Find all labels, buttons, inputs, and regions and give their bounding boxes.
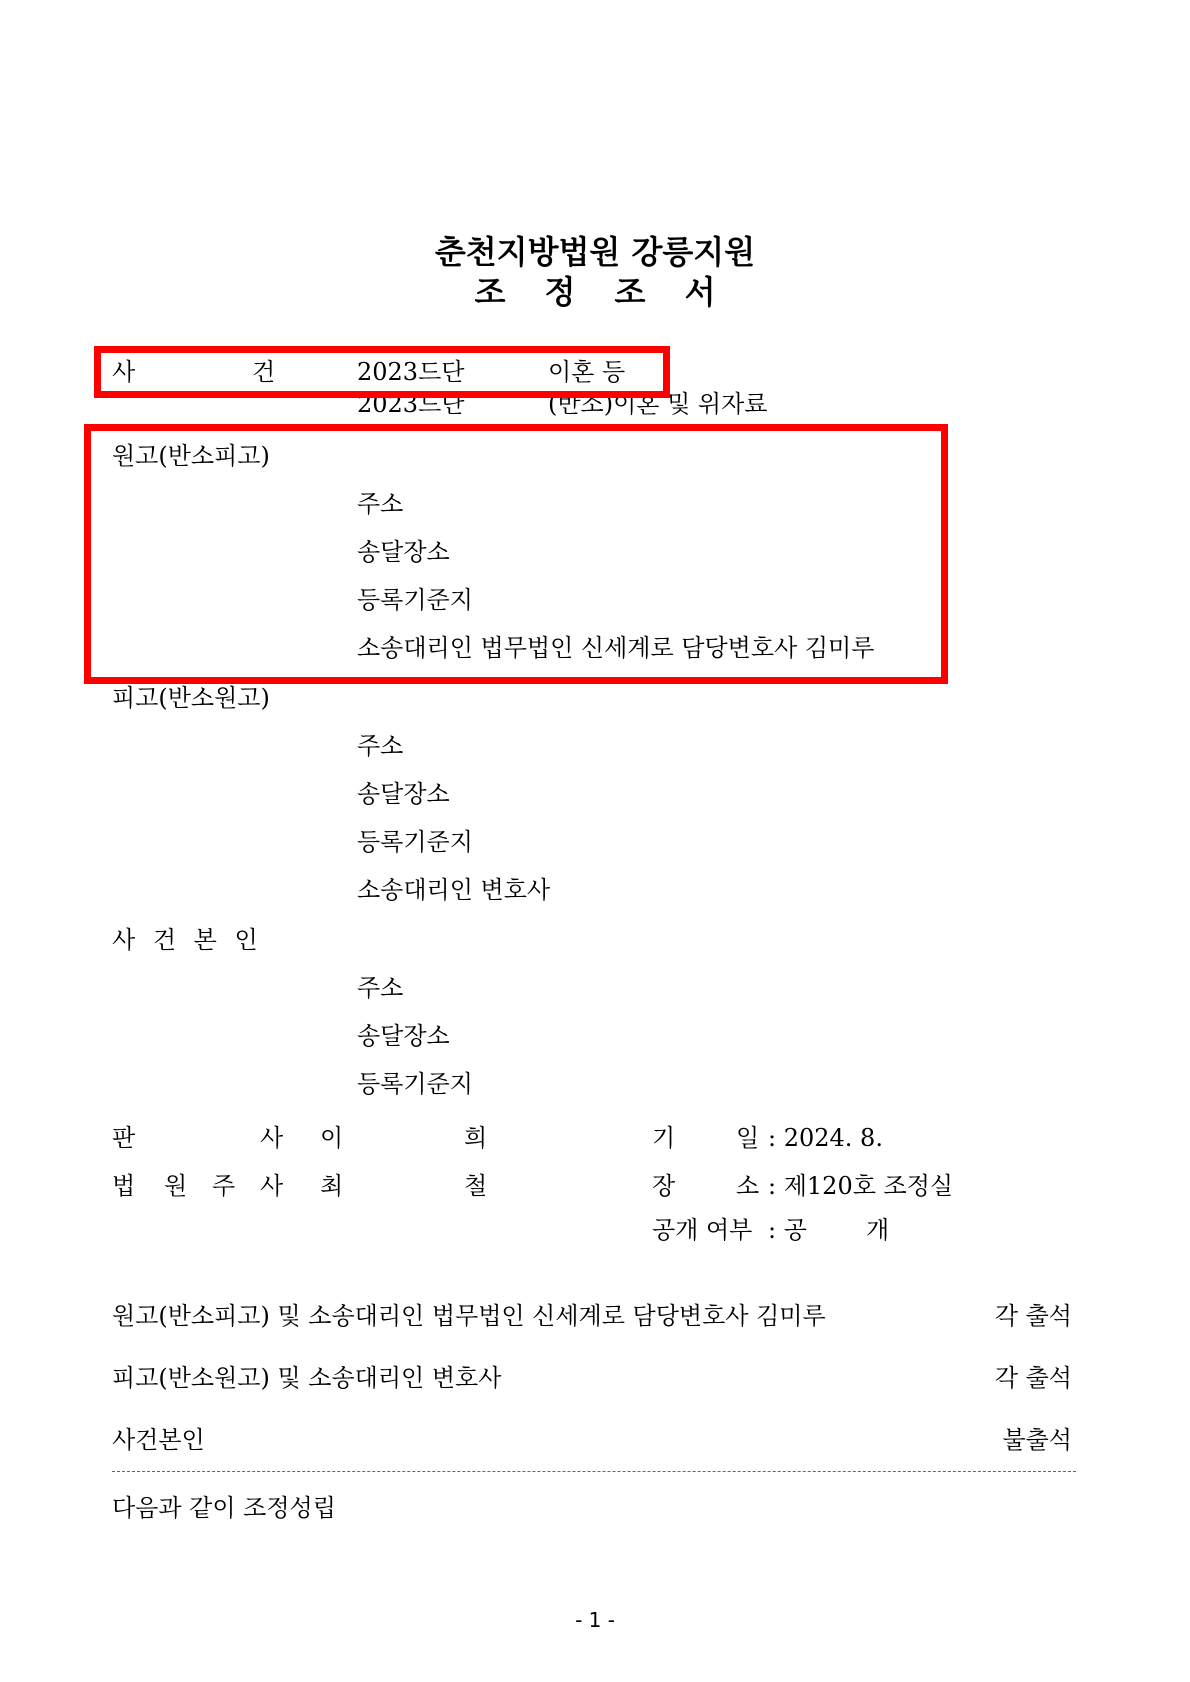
date-label-2: 일: [736, 1124, 760, 1152]
judge-name-1: 이: [320, 1124, 344, 1152]
plaintiff-highlight-box: [84, 424, 948, 684]
judge-title-2: 사: [260, 1124, 284, 1152]
place-label-1: 장: [652, 1172, 676, 1200]
clerk-title-2: 원: [164, 1172, 188, 1200]
judge-title-1: 판: [112, 1124, 136, 1152]
date-label-1: 기: [652, 1124, 676, 1152]
defendant-delivery: 송달장소: [357, 780, 450, 808]
case-highlight-box: [94, 346, 670, 398]
clerk-title-4: 사: [260, 1172, 284, 1200]
case-number-1: 2023드단: [357, 358, 465, 386]
plaintiff-role: 원고(반소피고): [112, 442, 270, 470]
attendance-party-1: 원고(반소피고) 및 소송대리인 법무법인 신세계로 담당변호사 김미루: [112, 1302, 826, 1330]
principal-address: 주소: [357, 974, 404, 1002]
principal-registry: 등록기준지: [357, 1070, 473, 1098]
page-number: - 1 -: [575, 1608, 615, 1632]
defendant-role: 피고(반소원고): [112, 684, 270, 712]
attendance-party-2: 피고(반소원고) 및 소송대리인 변호사: [112, 1364, 502, 1392]
public-value-2: 개: [866, 1216, 890, 1244]
document-title: 조 정 조 서: [474, 273, 730, 311]
conclusion-text: 다음과 같이 조정성립: [112, 1494, 336, 1522]
plaintiff-address: 주소: [357, 490, 404, 518]
judge-name-2: 희: [464, 1124, 488, 1152]
clerk-name-1: 최: [320, 1172, 344, 1200]
clerk-title-1: 법: [112, 1172, 136, 1200]
plaintiff-counsel: 소송대리인 법무법인 신세계로 담당변호사 김미루: [357, 634, 875, 662]
hearing-date: : 2024. 8.: [768, 1124, 883, 1152]
case-number-2: 2023드단: [357, 390, 465, 418]
clerk-title-3: 주: [212, 1172, 236, 1200]
public-label: 공개 여부: [652, 1216, 753, 1244]
attendance-status-1: 각 출석: [994, 1302, 1072, 1330]
attendance-status-3: 불출석: [1002, 1426, 1072, 1454]
dashed-divider: [112, 1471, 1076, 1472]
case-name-2: (반소)이혼 및 위자료: [548, 390, 768, 418]
defendant-counsel: 소송대리인 변호사: [357, 876, 551, 904]
principal-role: 사 건 본 인: [112, 926, 258, 954]
clerk-name-2: 철: [464, 1172, 488, 1200]
court-name: 춘천지방법원 강릉지원: [434, 233, 756, 271]
public-value-1: : 공: [768, 1216, 807, 1244]
place-label-2: 소: [736, 1172, 760, 1200]
defendant-address: 주소: [357, 732, 404, 760]
plaintiff-delivery: 송달장소: [357, 538, 450, 566]
attendance-party-3: 사건본인: [112, 1426, 205, 1454]
case-label-a: 사: [112, 358, 136, 386]
plaintiff-registry: 등록기준지: [357, 586, 473, 614]
attendance-status-2: 각 출석: [994, 1364, 1072, 1392]
principal-delivery: 송달장소: [357, 1022, 450, 1050]
case-name-1: 이혼 등: [548, 358, 626, 386]
defendant-registry: 등록기준지: [357, 828, 473, 856]
case-label-b: 건: [252, 358, 276, 386]
hearing-place: : 제120호 조정실: [768, 1172, 954, 1200]
